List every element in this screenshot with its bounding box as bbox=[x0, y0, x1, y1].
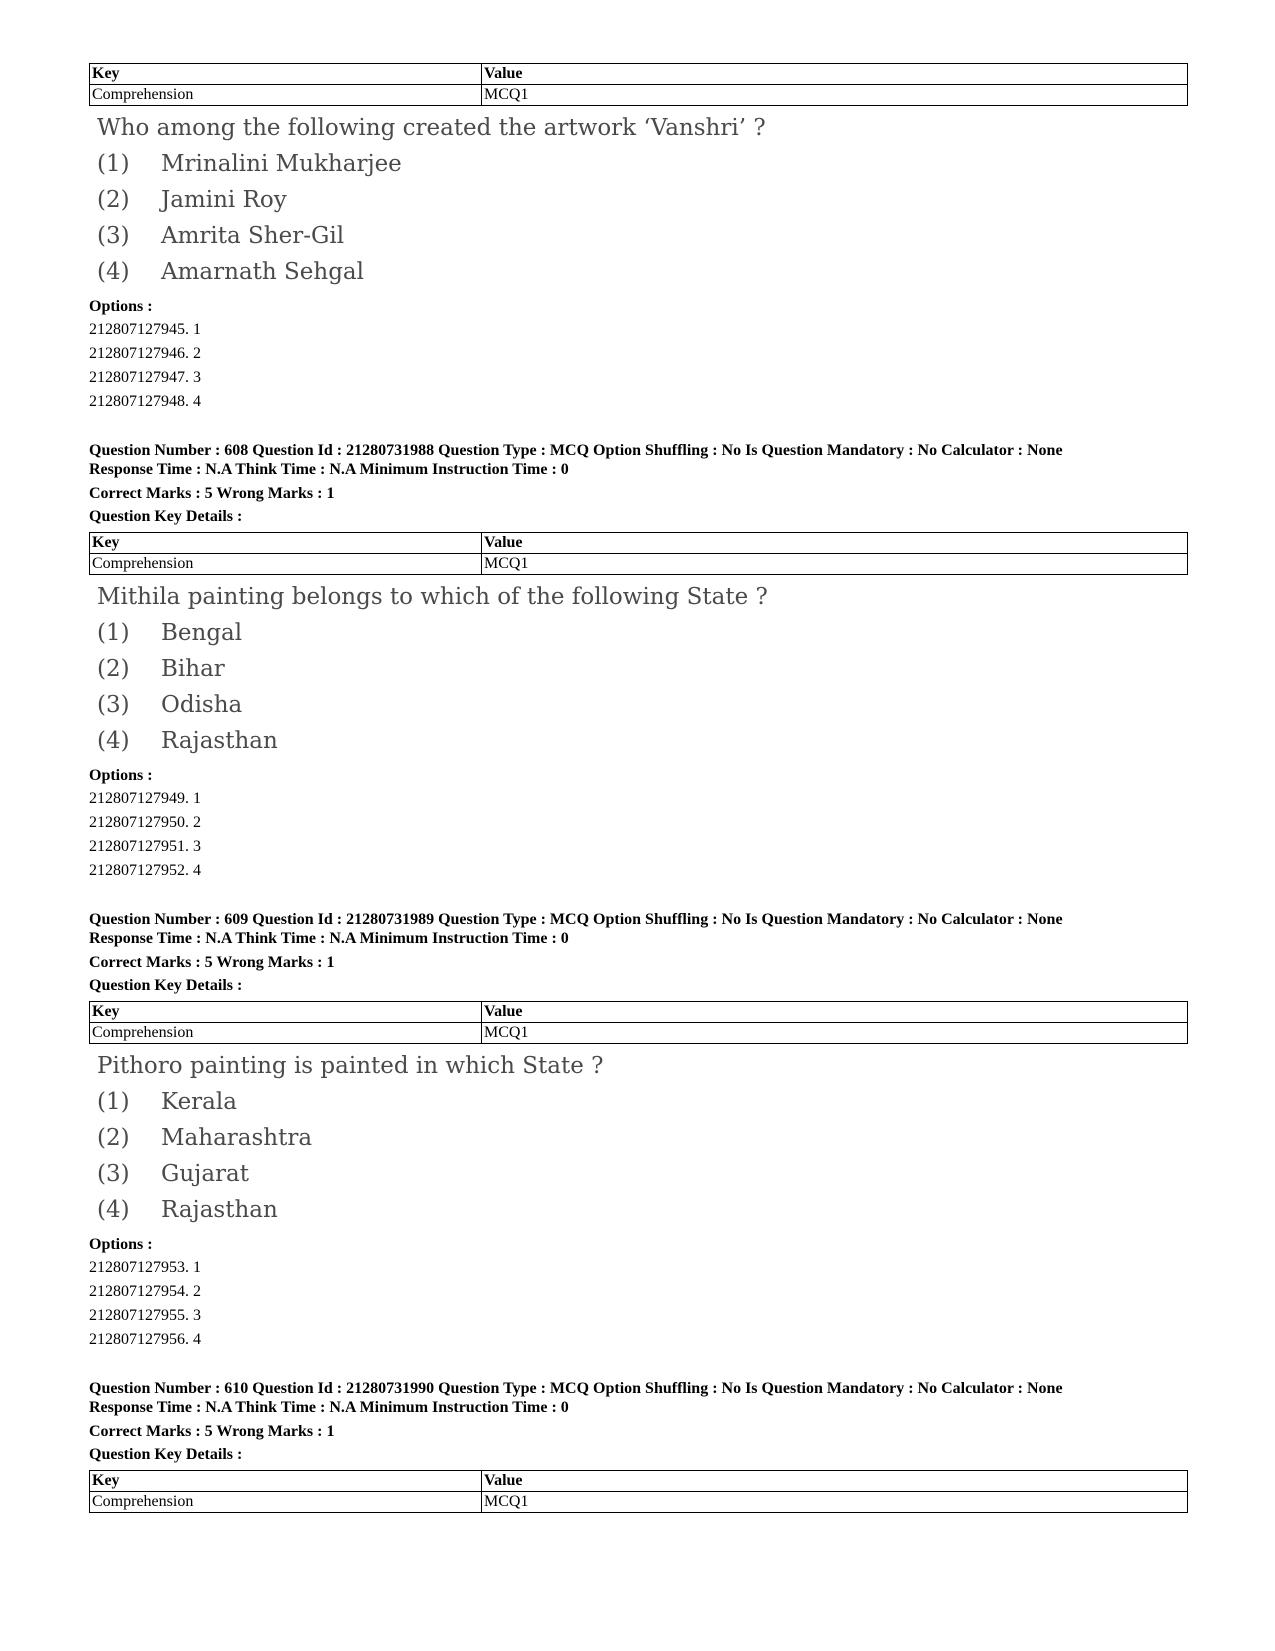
table-header-row bbox=[90, 1471, 1188, 1492]
option-text: Odisha bbox=[161, 692, 243, 718]
question-meta-line: Question Number : 610 Question Id : 21280731990 Question Type : MCQ Option Shuffling : No Is Question Mandatory : No Calculator : None bbox=[89, 1380, 1063, 1397]
option-id: 212807127955. 3 bbox=[89, 1307, 201, 1324]
question-610 bbox=[89, 1379, 1189, 1513]
key-header: Key bbox=[90, 64, 482, 85]
option-id: 212807127945. 1 bbox=[89, 321, 201, 338]
question-meta bbox=[89, 441, 1189, 479]
answer-option bbox=[97, 1084, 1189, 1120]
table-row bbox=[90, 1023, 1188, 1044]
key-details-label: Question Key Details : bbox=[89, 1446, 243, 1463]
option-id: 212807127953. 1 bbox=[89, 1259, 201, 1276]
options-label: Options : bbox=[89, 298, 153, 315]
option-number: (1) bbox=[97, 620, 130, 646]
key-value-table bbox=[89, 1470, 1188, 1513]
option-text: Maharashtra bbox=[161, 1125, 313, 1151]
option-id: 212807127949. 1 bbox=[89, 790, 201, 807]
answer-option bbox=[97, 615, 1189, 651]
table-header-row bbox=[90, 533, 1188, 554]
value-cell: MCQ1 bbox=[482, 1492, 1188, 1513]
question-meta-line: Response Time : N.A Think Time : N.A Minimum Instruction Time : 0 bbox=[89, 461, 569, 478]
question-meta-line: Response Time : N.A Think Time : N.A Minimum Instruction Time : 0 bbox=[89, 1399, 569, 1416]
key-details-label: Question Key Details : bbox=[89, 977, 243, 994]
option-text: Mrinalini Mukharjee bbox=[161, 151, 402, 177]
option-number: (2) bbox=[97, 187, 130, 213]
option-text: Amrita Sher-Gil bbox=[161, 223, 345, 249]
table-row bbox=[90, 85, 1188, 106]
key-value-table bbox=[89, 532, 1188, 575]
value-cell: MCQ1 bbox=[482, 554, 1188, 575]
options-label: Options : bbox=[89, 767, 153, 784]
question-608 bbox=[89, 441, 1189, 883]
answer-option bbox=[97, 651, 1189, 687]
option-id: 212807127947. 3 bbox=[89, 369, 201, 386]
key-cell: Comprehension bbox=[90, 1492, 482, 1513]
table-row bbox=[90, 554, 1188, 575]
option-number: (1) bbox=[97, 151, 130, 177]
key-cell: Comprehension bbox=[90, 85, 482, 106]
value-header: Value bbox=[482, 533, 1188, 554]
marks-line: Correct Marks : 5 Wrong Marks : 1 bbox=[89, 1423, 335, 1440]
option-id: 212807127948. 4 bbox=[89, 393, 201, 410]
question-meta-line: Question Number : 608 Question Id : 21280731988 Question Type : MCQ Option Shuffling : No Is Question Mandatory : No Calculator : None bbox=[89, 442, 1063, 459]
answer-option bbox=[97, 1120, 1189, 1156]
option-number: (2) bbox=[97, 656, 130, 682]
key-cell: Comprehension bbox=[90, 1023, 482, 1044]
options-label: Options : bbox=[89, 1236, 153, 1253]
question-image bbox=[89, 579, 1189, 759]
value-header: Value bbox=[482, 64, 1188, 85]
question-image bbox=[89, 1048, 1189, 1228]
key-details-label: Question Key Details : bbox=[89, 508, 243, 525]
answer-option bbox=[97, 1192, 1189, 1228]
value-header: Value bbox=[482, 1002, 1188, 1023]
question-meta bbox=[89, 1379, 1189, 1417]
answer-option bbox=[97, 1156, 1189, 1192]
question-607 bbox=[89, 110, 1189, 414]
option-text: Rajasthan bbox=[161, 1197, 278, 1223]
option-id: 212807127952. 4 bbox=[89, 862, 201, 879]
key-header: Key bbox=[90, 1002, 482, 1023]
table-row bbox=[90, 1492, 1188, 1513]
question-stem: Pithoro painting is painted in which State ? bbox=[97, 1053, 604, 1079]
option-number: (1) bbox=[97, 1089, 130, 1115]
question-meta bbox=[89, 910, 1189, 948]
option-id: 212807127950. 2 bbox=[89, 814, 201, 831]
option-number: (2) bbox=[97, 1125, 130, 1151]
answer-option bbox=[97, 218, 1189, 254]
option-text: Bihar bbox=[161, 656, 225, 682]
option-number: (3) bbox=[97, 223, 130, 249]
question-image bbox=[89, 110, 1189, 290]
option-number: (4) bbox=[97, 259, 130, 285]
answer-option bbox=[97, 182, 1189, 218]
option-number: (3) bbox=[97, 1161, 130, 1187]
question-stem: Mithila painting belongs to which of the following State ? bbox=[97, 584, 768, 610]
option-text: Jamini Roy bbox=[161, 187, 287, 213]
option-id: 212807127946. 2 bbox=[89, 345, 201, 362]
key-cell: Comprehension bbox=[90, 554, 482, 575]
table-header-row bbox=[90, 1002, 1188, 1023]
key-value-table bbox=[89, 1001, 1188, 1044]
value-cell: MCQ1 bbox=[482, 1023, 1188, 1044]
option-text: Kerala bbox=[161, 1089, 237, 1115]
document-page bbox=[89, 63, 1189, 1513]
question-609 bbox=[89, 910, 1189, 1352]
answer-option bbox=[97, 687, 1189, 723]
option-text: Amarnath Sehgal bbox=[161, 259, 364, 285]
question-meta-line: Response Time : N.A Think Time : N.A Minimum Instruction Time : 0 bbox=[89, 930, 569, 947]
value-cell: MCQ1 bbox=[482, 85, 1188, 106]
answer-option bbox=[97, 146, 1189, 182]
option-number: (3) bbox=[97, 692, 130, 718]
option-id: 212807127954. 2 bbox=[89, 1283, 201, 1300]
option-text: Gujarat bbox=[161, 1161, 249, 1187]
option-number: (4) bbox=[97, 1197, 130, 1223]
key-value-table bbox=[89, 63, 1188, 106]
key-header: Key bbox=[90, 1471, 482, 1492]
answer-option bbox=[97, 254, 1189, 290]
marks-line: Correct Marks : 5 Wrong Marks : 1 bbox=[89, 485, 335, 502]
table-header-row bbox=[90, 64, 1188, 85]
option-id: 212807127956. 4 bbox=[89, 1331, 201, 1348]
marks-line: Correct Marks : 5 Wrong Marks : 1 bbox=[89, 954, 335, 971]
answer-option bbox=[97, 723, 1189, 759]
question-meta-line: Question Number : 609 Question Id : 21280731989 Question Type : MCQ Option Shuffling : No Is Question Mandatory : No Calculator : None bbox=[89, 911, 1063, 928]
key-header: Key bbox=[90, 533, 482, 554]
question-stem: Who among the following created the artwork ‘Vanshri’ ? bbox=[97, 115, 766, 141]
option-text: Rajasthan bbox=[161, 728, 278, 754]
option-id: 212807127951. 3 bbox=[89, 838, 201, 855]
option-text: Bengal bbox=[161, 620, 243, 646]
option-number: (4) bbox=[97, 728, 130, 754]
value-header: Value bbox=[482, 1471, 1188, 1492]
